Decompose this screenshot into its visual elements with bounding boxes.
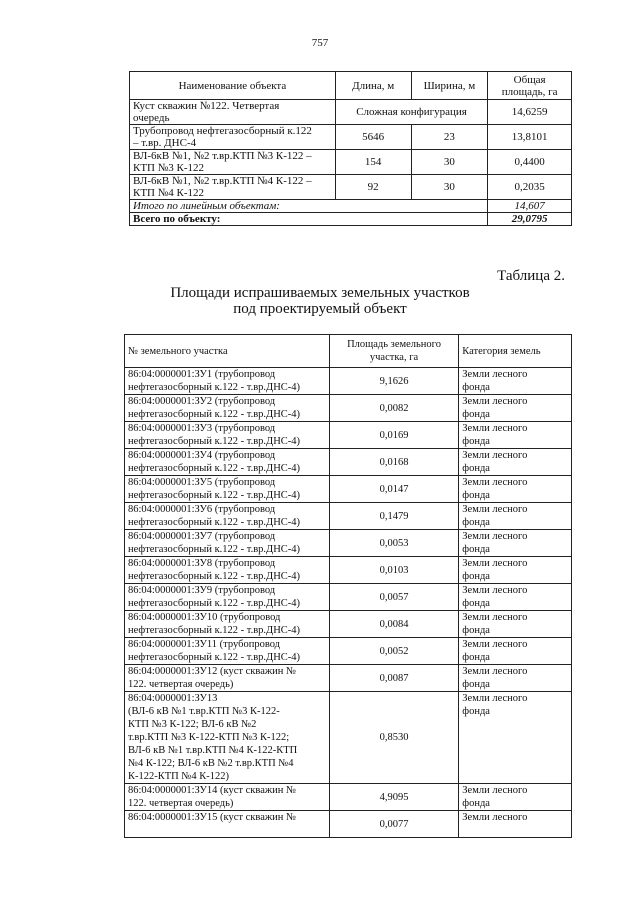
object-name-line: очередь: [133, 112, 170, 124]
plot-number-line: нефтегазосборный к.122 - т.вр.ДНС-4): [128, 625, 301, 636]
subtotal-value: 14,607: [488, 200, 572, 213]
land-category-line: фонда: [462, 517, 490, 528]
land-category-line: фонда: [462, 544, 490, 555]
plot-number: [125, 584, 330, 611]
land-category-line: Земли лесного: [462, 396, 528, 407]
table-row: [125, 449, 572, 476]
land-category: [459, 476, 572, 503]
plot-number-line: 86:04:0000001:ЗУ8 (трубопровод: [128, 558, 276, 569]
table-row: [125, 368, 572, 395]
land-category-line: фонда: [462, 706, 490, 717]
plot-number: [125, 811, 330, 838]
total-row: [130, 213, 572, 226]
land-category-line: фонда: [462, 679, 490, 690]
plot-number-line: 86:04:0000001:ЗУ15 (куст скважин №: [128, 812, 297, 823]
land-category: [459, 503, 572, 530]
land-category-line: фонда: [462, 463, 490, 474]
plot-area: 0,0084: [329, 611, 458, 638]
land-category-line: Земли лесного: [462, 450, 528, 461]
plot-area: 0,0147: [329, 476, 458, 503]
plot-number-line: нефтегазосборный к.122 - т.вр.ДНС-4): [128, 490, 301, 501]
plot-number: [125, 557, 330, 584]
plot-number-line: ВЛ-6 кВ №1 т.вр.КТП №4 К-122-КТП: [128, 745, 298, 756]
land-category: [459, 368, 572, 395]
plot-area: 0,0057: [329, 584, 458, 611]
land-category-line: Земли лесного: [462, 666, 528, 677]
plot-number: [125, 503, 330, 530]
plot-number-line: 86:04:0000001:ЗУ1 (трубопровод: [128, 369, 276, 380]
plot-number-line: 86:04:0000001:ЗУ2 (трубопровод: [128, 396, 276, 407]
plot-number-line: 122. четвертая очередь): [128, 679, 234, 690]
land-category-line: Земли лесного: [462, 812, 528, 823]
land-category-line: Земли лесного: [462, 585, 528, 596]
plot-number-line: нефтегазосборный к.122 - т.вр.ДНС-4): [128, 652, 301, 663]
land-category-line: фонда: [462, 571, 490, 582]
land-category-line: фонда: [462, 598, 490, 609]
plot-number-line: (ВЛ-6 кВ №1 т.вр.КТП №3 К-122-: [128, 706, 280, 717]
plot-number: [125, 395, 330, 422]
plot-number-line: 86:04:0000001:ЗУ3 (трубопровод: [128, 423, 276, 434]
plot-area: 0,1479: [329, 503, 458, 530]
table2-title-line: под проектируемый объект: [233, 301, 407, 317]
plot-number-line: нефтегазосборный к.122 - т.вр.ДНС-4): [128, 598, 301, 609]
plot-number-line: т.вр.КТП №3 К-122-КТП №3 К-122;: [128, 732, 290, 743]
plot-number-line: КТП №3 К-122; ВЛ-6 кВ №2: [128, 719, 257, 730]
object-name-line: КТП №3 К-122: [133, 162, 204, 174]
plot-number: [125, 665, 330, 692]
land-category: [459, 611, 572, 638]
plot-area: 0,0087: [329, 665, 458, 692]
object-width: 30: [411, 175, 488, 200]
table2-header-area: Площадь земельного участка, га: [329, 335, 458, 368]
land-category-line: Земли лесного: [462, 693, 528, 704]
table1-header-width: Ширина, м: [411, 72, 488, 100]
land-category-line: Земли лесного: [462, 504, 528, 515]
plot-number-line: 86:04:0000001:ЗУ13: [128, 693, 218, 704]
subtotal-row: [130, 200, 572, 213]
plot-number: [125, 422, 330, 449]
object-area: 14,6259: [488, 100, 572, 125]
plot-number-line: 86:04:0000001:ЗУ11 (трубопровод: [128, 639, 280, 650]
plot-number-line: №4 К-122; ВЛ-6 кВ №2 т.вр.КТП №4: [128, 758, 294, 769]
object-name-line: ВЛ-6кВ №1, №2 т.вр.КТП №4 К-122 –: [133, 175, 312, 187]
object-name-line: КТП №4 К-122: [133, 187, 204, 199]
table-row: [125, 611, 572, 638]
land-category-line: Земли лесного: [462, 558, 528, 569]
land-category-line: фонда: [462, 490, 490, 501]
plot-area: 0,0077: [329, 811, 458, 838]
plot-number-line: 86:04:0000001:ЗУ7 (трубопровод: [128, 531, 276, 542]
object-width: 30: [411, 150, 488, 175]
land-category: [459, 422, 572, 449]
object-name-line: ВЛ-6кВ №1, №2 т.вр.КТП №3 К-122 –: [133, 150, 312, 162]
plot-number-line: нефтегазосборный к.122 - т.вр.ДНС-4): [128, 436, 301, 447]
land-category-line: фонда: [462, 798, 490, 809]
land-category-line: фонда: [462, 436, 490, 447]
land-category-line: Земли лесного: [462, 612, 528, 623]
table-row: [130, 100, 572, 125]
plot-number: [125, 530, 330, 557]
plot-number-line: нефтегазосборный к.122 - т.вр.ДНС-4): [128, 409, 301, 420]
plot-number: [125, 368, 330, 395]
plot-area: 0,0082: [329, 395, 458, 422]
land-category: [459, 557, 572, 584]
land-category-line: фонда: [462, 409, 490, 420]
object-name-line: Куст скважин №122. Четвертая: [133, 100, 280, 112]
table-row: [125, 530, 572, 557]
plot-number: [125, 692, 330, 784]
land-category: [459, 395, 572, 422]
object-length: 154: [335, 150, 411, 175]
plot-area: 0,0168: [329, 449, 458, 476]
table-row: [130, 125, 572, 150]
plot-number-line: нефтегазосборный к.122 - т.вр.ДНС-4): [128, 544, 301, 555]
object-name: [130, 100, 336, 125]
plot-area: 0,8530: [329, 692, 458, 784]
plot-number: [125, 449, 330, 476]
table2-title: [0, 285, 640, 317]
table-row: [125, 811, 572, 838]
table-row: [125, 557, 572, 584]
table-row: [125, 422, 572, 449]
land-category-line: Земли лесного: [462, 477, 528, 488]
plot-number-line: 122. четвертая очередь): [128, 798, 234, 809]
table1-header-row: [130, 72, 572, 100]
land-category-line: фонда: [462, 652, 490, 663]
total-value: 29,0795: [488, 213, 572, 226]
object-length: 5646: [335, 125, 411, 150]
object-name: [130, 175, 336, 200]
table2-caption: Таблица 2.: [497, 268, 565, 284]
plot-area: 0,0053: [329, 530, 458, 557]
plot-area: 0,0052: [329, 638, 458, 665]
plot-number-line: нефтегазосборный к.122 - т.вр.ДНС-4): [128, 463, 301, 474]
table-row: [125, 476, 572, 503]
plot-number-line: нефтегазосборный к.122 - т.вр.ДНС-4): [128, 517, 301, 528]
plot-number-line: 86:04:0000001:ЗУ10 (трубопровод: [128, 612, 281, 623]
plot-number-line: нефтегазосборный к.122 - т.вр.ДНС-4): [128, 571, 301, 582]
plot-area: 0,0103: [329, 557, 458, 584]
table-row: [125, 503, 572, 530]
plot-number-line: 86:04:0000001:ЗУ9 (трубопровод: [128, 585, 276, 596]
land-category-line: Земли лесного: [462, 639, 528, 650]
land-category: [459, 530, 572, 557]
plot-number-line: 86:04:0000001:ЗУ12 (куст скважин №: [128, 666, 297, 677]
plot-number: [125, 476, 330, 503]
plot-number-line: К-122-КТП №4 К-122): [128, 771, 230, 782]
table-row: [125, 584, 572, 611]
subtotal-label: Итого по линейным объектам:: [130, 200, 488, 213]
plot-number: [125, 784, 330, 811]
object-name-line: – т.вр. ДНС-4: [133, 137, 197, 149]
land-category-line: фонда: [462, 382, 490, 393]
plot-number-line: 86:04:0000001:ЗУ6 (трубопровод: [128, 504, 276, 515]
land-category: [459, 638, 572, 665]
table1-header-length: Длина, м: [335, 72, 411, 100]
land-category: [459, 692, 572, 784]
object-area: 13,8101: [488, 125, 572, 150]
table2-title-line: Площади испрашиваемых земельных участков: [170, 285, 470, 301]
plot-number: [125, 638, 330, 665]
plot-area: 0,0169: [329, 422, 458, 449]
land-category: [459, 665, 572, 692]
object-length: 92: [335, 175, 411, 200]
page-number: 757: [311, 37, 329, 49]
object-width: 23: [411, 125, 488, 150]
table-row: [125, 784, 572, 811]
land-category-line: Земли лесного: [462, 423, 528, 434]
plot-number: [125, 611, 330, 638]
land-category-line: Земли лесного: [462, 531, 528, 542]
table-row: [125, 395, 572, 422]
land-category: [459, 811, 572, 838]
plot-number-line: нефтегазосборный к.122 - т.вр.ДНС-4): [128, 382, 301, 393]
object-name-line: Трубопровод нефтегазосборный к.122: [133, 125, 312, 137]
table2-header-plot: № земельного участка: [125, 335, 330, 368]
land-plots-body: [125, 368, 572, 838]
table-row: [130, 175, 572, 200]
plot-area: 4,9095: [329, 784, 458, 811]
land-category: [459, 584, 572, 611]
table-row: [125, 692, 572, 784]
plot-number-line: 86:04:0000001:ЗУ4 (трубопровод: [128, 450, 276, 461]
object-area: 0,4400: [488, 150, 572, 175]
land-plots-table: [124, 334, 572, 838]
object-dimensions-table: [129, 71, 572, 226]
object-merged-config: Сложная конфигурация: [335, 100, 487, 125]
table2-header-row: [125, 335, 572, 368]
land-category: [459, 784, 572, 811]
plot-number-line: 86:04:0000001:ЗУ5 (трубопровод: [128, 477, 276, 488]
table-row: [125, 638, 572, 665]
plot-number-line: 86:04:0000001:ЗУ14 (куст скважин №: [128, 785, 297, 796]
table1-header-area: Общая площадь, га: [488, 72, 572, 100]
land-category-line: Земли лесного: [462, 369, 528, 380]
table-row: [130, 150, 572, 175]
object-name: [130, 150, 336, 175]
object-area: 0,2035: [488, 175, 572, 200]
table-row: [125, 665, 572, 692]
land-category: [459, 449, 572, 476]
table1-header-name: Наименование объекта: [130, 72, 336, 100]
object-name: [130, 125, 336, 150]
land-category-line: Земли лесного: [462, 785, 528, 796]
total-label: Всего по объекту:: [130, 213, 488, 226]
land-category-line: фонда: [462, 625, 490, 636]
plot-area: 9,1626: [329, 368, 458, 395]
table2-header-category: Категория земель: [459, 335, 572, 368]
